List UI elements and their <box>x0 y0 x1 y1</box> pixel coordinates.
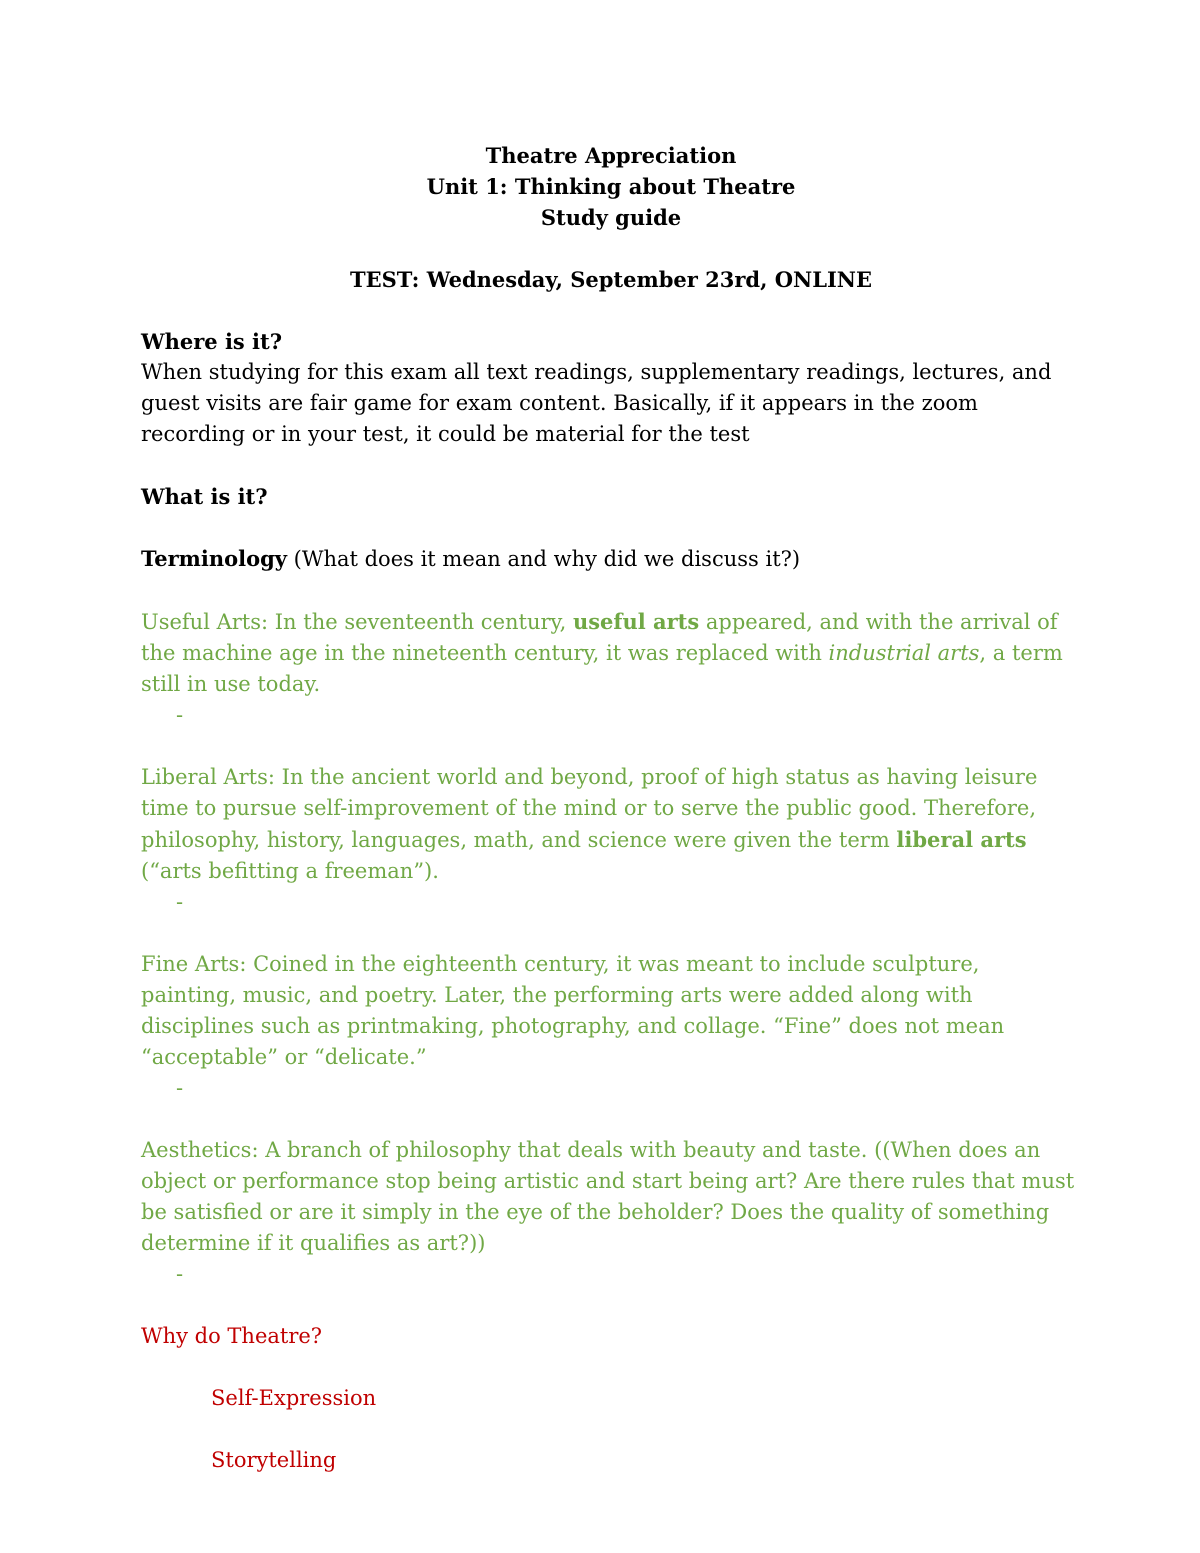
term-liberal-arts-pre: Liberal Arts: In the ancient world and beyond, proof of high status as having leisure time to pursue self-improvement of the mind or to serve the public good. Therefore, philosophy, history, languages, math, and science were given the term <box>141 765 1038 852</box>
term-fine-arts-dash: - <box>176 1076 184 1100</box>
doc-type-title: Study guide <box>540 205 682 230</box>
term-useful-arts-pre: Useful Arts: In the seventeenth century, <box>141 610 573 634</box>
term-aesthetics-dash: - <box>176 1262 184 1286</box>
terminology-heading-line <box>141 543 1081 575</box>
course-title: Theatre Appreciation <box>485 143 737 168</box>
document-page <box>141 140 1081 1476</box>
where-body: When studying for this exam all text readings, supplementary readings, lectures, and guest visits are fair game for exam content. Basically, if it appears in the zoom recording or in your test, it could be material for the test <box>141 360 1052 446</box>
term-liberal-arts <box>141 762 1081 887</box>
unit-title: Unit 1: Thinking about Theatre <box>426 174 796 199</box>
terminology-subheading: (What does it mean and why did we discuss it?) <box>287 547 801 571</box>
term-useful-arts-post: , a term still in use today. <box>141 641 1063 696</box>
where-heading: Where is it? <box>141 329 283 354</box>
term-useful-arts-bold: useful arts <box>572 609 700 634</box>
term-fine-arts: Fine Arts: Coined in the eighteenth century, it was meant to include sculpture, painting, music, and poetry. Later, the performing arts were added along with disciplines such as printmaking, photography, and collage. “Fine” does not mean “acceptable” or “delicate.” <box>141 952 1005 1069</box>
what-heading: What is it? <box>141 484 268 509</box>
term-useful-arts-italic: industrial arts <box>828 641 980 665</box>
term-useful-arts-dash: - <box>176 703 184 727</box>
why-heading: Why do Theatre? <box>141 1324 323 1348</box>
term-liberal-arts-bold: liberal arts <box>896 827 1027 852</box>
terminology-heading: Terminology <box>141 546 287 571</box>
test-date-line: TEST: Wednesday, September 23rd, ONLINE <box>350 267 872 292</box>
term-liberal-arts-dash: - <box>176 890 184 914</box>
term-useful-arts <box>141 606 1081 700</box>
term-useful-arts-mid: appeared, and with the arrival of the machine age in the nineteenth century, it was replaced with <box>141 610 1058 665</box>
term-liberal-arts-post: (“arts befitting a freeman”). <box>141 859 439 883</box>
reason-self-expression: Self-Expression <box>211 1386 377 1410</box>
term-aesthetics: Aesthetics: A branch of philosophy that deals with beauty and taste. ((When does an object or performance stop being artistic and start being art? Are there rules that must be satisfied or are it simply in the eye of the beholder? Does the quality of something determine if it qualifies as art?)) <box>141 1138 1075 1255</box>
reason-storytelling: Storytelling <box>211 1448 337 1472</box>
